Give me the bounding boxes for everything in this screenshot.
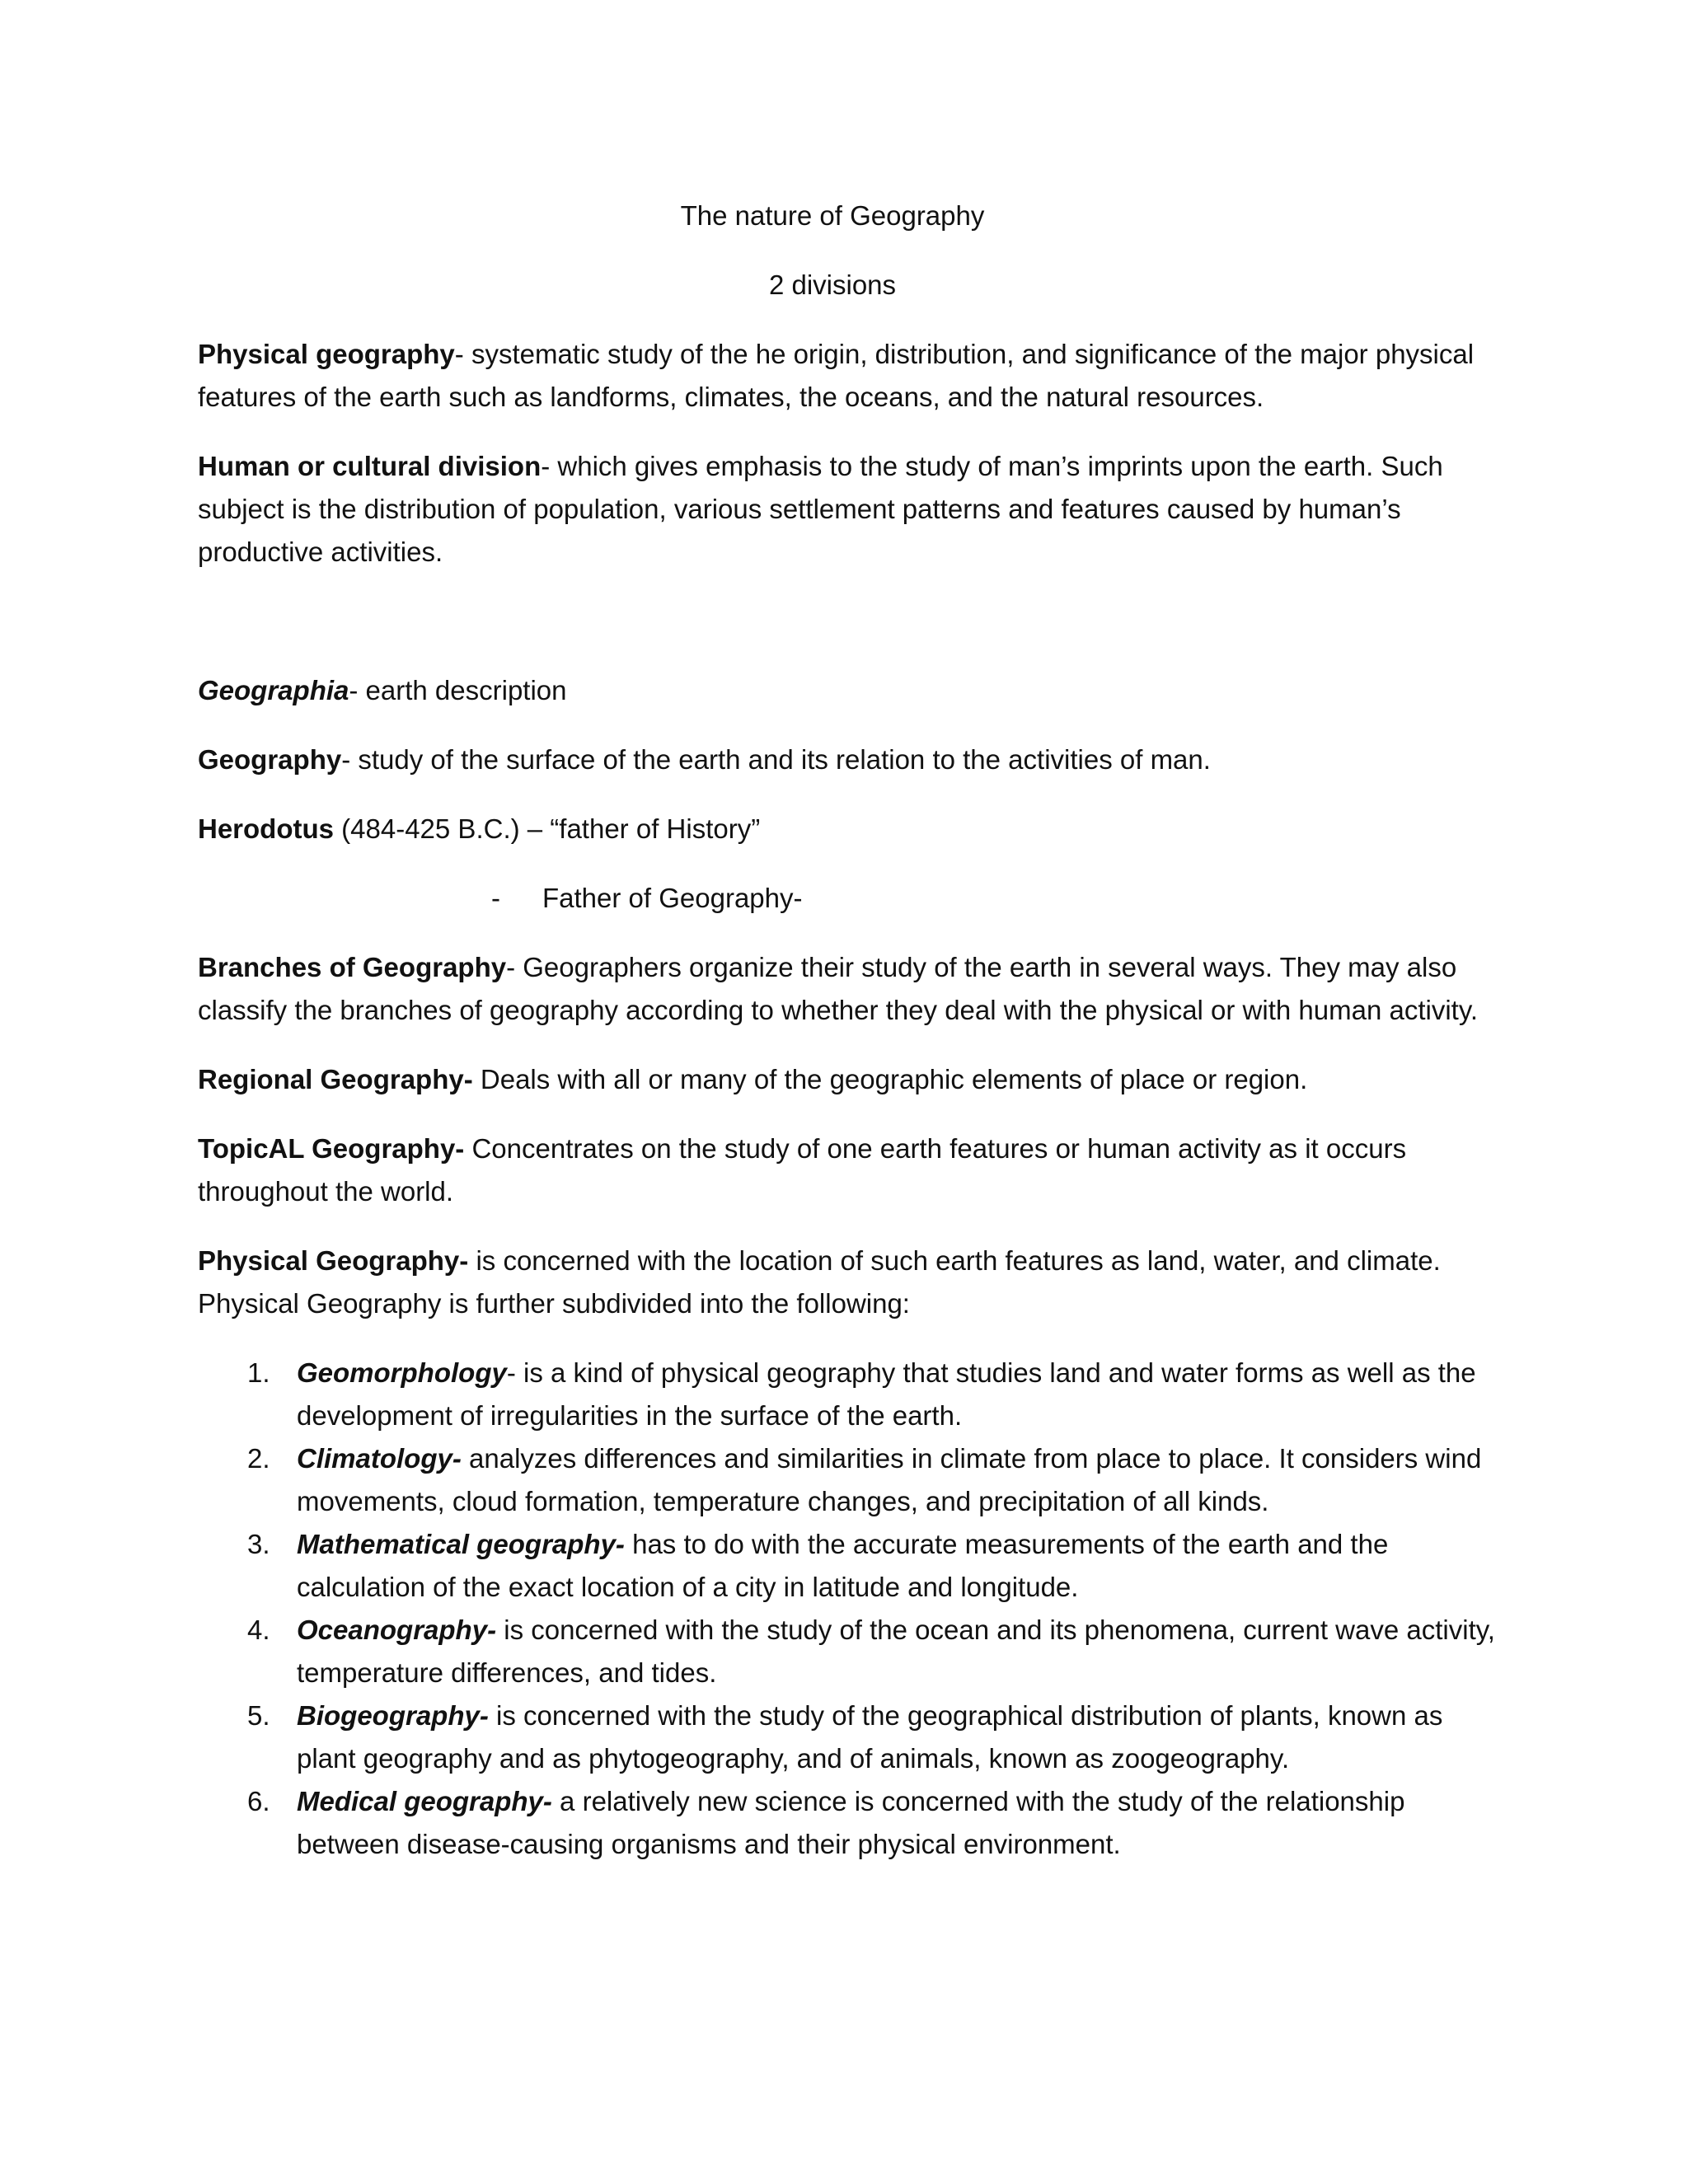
term: Mathematical geography-	[297, 1529, 625, 1559]
definition: - is a kind of physical geography that studies land and water forms as well as the development of irregularities in the surface of the earth.	[297, 1357, 1476, 1431]
paragraph-branches-of-geography	[198, 946, 1500, 1032]
definition: - systematic study of the he origin, distribution, and significance of the major physical features of the earth such as landforms, climates, the oceans, and the natural resources.	[198, 339, 1475, 412]
blank-line	[198, 600, 1500, 669]
definition: has to do with the accurate measurements of the earth and the calculation of the exact location of a city in latitude and longitude.	[297, 1529, 1389, 1602]
definition: - Geographers organize their study of the earth in several ways. They may also classify the branches of geography according to whether they deal with the physical or with human activity.	[198, 952, 1479, 1025]
definition: - study of the surface of the earth and its relation to the activities of man.	[341, 744, 1211, 775]
document-body	[198, 194, 1500, 1866]
list-item	[198, 1523, 1500, 1609]
definition: Concentrates on the study of one earth features or human activity as it occurs throughout the world.	[198, 1133, 1407, 1207]
definition: is concerned with the study of the ocean and its phenomena, current wave activity, temperature differences, and tides.	[297, 1615, 1495, 1688]
list-number: 6.	[247, 1786, 270, 1816]
term: TopicAL Geography-	[198, 1133, 465, 1164]
list-number: 3.	[247, 1529, 270, 1559]
term: Geography	[198, 744, 342, 775]
paragraph-physical-geography	[198, 333, 1500, 419]
term: Biogeography-	[297, 1700, 489, 1731]
term: Geographia	[198, 675, 349, 705]
definition: a relatively new science is concerned with the study of the relationship between disease-causing organisms and their physical environment.	[297, 1786, 1405, 1859]
list-item	[198, 1352, 1500, 1437]
list-item	[198, 1609, 1500, 1694]
term: Climatology-	[297, 1443, 462, 1474]
list-item	[198, 1780, 1500, 1866]
paragraph-human-cultural-division	[198, 445, 1500, 574]
list-item	[198, 1437, 1500, 1523]
list-number: 5.	[247, 1700, 270, 1731]
document-title: The nature of Geography	[680, 200, 985, 231]
term: Medical geography-	[297, 1786, 552, 1816]
sub-item-text: Father of Geography-	[542, 883, 803, 913]
term: Geomorphology	[297, 1357, 507, 1388]
term: Herodotus	[198, 813, 334, 844]
definition: analyzes differences and similarities in climate from place to place. It considers wind movements, cloud formation, temperature changes, and precipitation of all kinds.	[297, 1443, 1482, 1516]
term: Physical Geography-	[198, 1245, 469, 1276]
paragraph-geography	[198, 738, 1500, 781]
dash-bullet: -	[491, 883, 500, 913]
paragraph-physical-geography-subdivided	[198, 1240, 1500, 1325]
document-subtitle: 2 divisions	[768, 269, 897, 300]
term: Regional Geography-	[198, 1064, 473, 1094]
paragraph-geographia	[198, 669, 1500, 712]
definition: Deals with all or many of the geographic elements of place or region.	[472, 1064, 1308, 1094]
paragraph-herodotus	[198, 808, 1500, 851]
definition: - which gives emphasis to the study of man’s imprints upon the earth. Such subject is the distribution of population, various settlement patterns and features caused by human’s productive activities.	[198, 451, 1443, 567]
list-number: 2.	[247, 1443, 270, 1474]
definition: is concerned with the study of the geographical distribution of plants, known as plant geography and as phytogeography, and of animals, known as zoogeography.	[297, 1700, 1443, 1774]
paragraph-regional-geography	[198, 1058, 1500, 1101]
term: Oceanography-	[297, 1615, 497, 1645]
definition: (484-425 B.C.) – “father of History”	[334, 813, 761, 844]
subdivisions-list	[198, 1352, 1500, 1866]
term: Physical geography	[198, 339, 455, 369]
paragraph-topical-geography	[198, 1127, 1500, 1213]
term: Human or cultural division	[198, 451, 542, 481]
list-item	[198, 1694, 1500, 1780]
definition: is concerned with the location of such earth features as land, water, and climate. Physical Geography is further subdivided into the following:	[198, 1245, 1441, 1319]
term: Branches of Geography	[198, 952, 507, 982]
definition: - earth description	[349, 675, 567, 705]
herodotus-sub-item	[198, 877, 1500, 920]
list-number: 1.	[247, 1357, 270, 1388]
list-number: 4.	[247, 1615, 270, 1645]
